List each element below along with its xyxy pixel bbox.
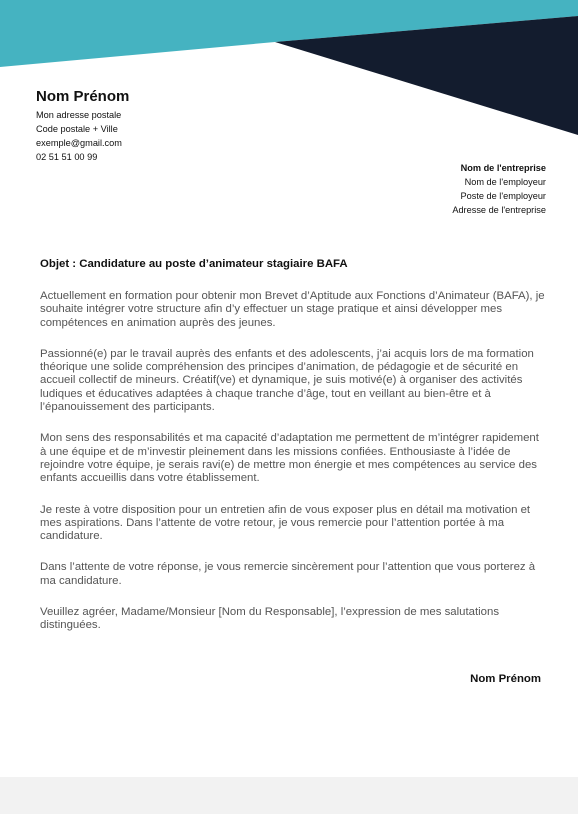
signature: Nom Prénom [470, 673, 541, 685]
body-paragraph: Je reste à votre disposition pour un entretien afin de vous exposer plus en détail ma motivation et mes aspirations. Dans l’attente de votre retour, je vous remercie pour l’attention portée à ma candidature. [40, 503, 531, 543]
sender-postal-city: Code postale + Ville [36, 124, 118, 134]
sender-email: exemple@gmail.com [36, 138, 122, 148]
recipient-employer-name: Nom de l'employeur [464, 177, 546, 187]
letter-body [40, 290, 545, 651]
letter-subject: Objet : Candidature au poste d’animateur stagiaire BAFA [40, 258, 348, 270]
body-paragraph: Mon sens des responsabilités et ma capacité d’adaptation me permettent de m’intégrer rapidement à une équipe et de m’investir pleinement dans les missions confiées. Enthousiaste à l’idée de rejoindre votre équipe, je serais ravi(e) de mettre mon énergie et mes compétences au service des enfants accueillis dans votre établissement. [40, 432, 539, 485]
recipient-employer-position: Poste de l'employeur [460, 191, 546, 201]
bottom-strip [0, 777, 578, 814]
body-paragraph: Passionné(e) par le travail auprès des enfants et des adolescents, j’ai acquis lors de ma formation théorique une solide compréhension des principes d’animation, de pédagogie et de sécurité en accueil collectif de mineurs. Créatif(ve) et dynamique, je suis motivé(e) à organiser des activités ludiques et éducatives adaptées à chaque tranche d’âge, tout en veillant au bien-être et à l’épanouissement des participants. [40, 347, 534, 414]
sender-phone: 02 51 51 00 99 [36, 152, 98, 162]
body-paragraph: Dans l’attente de votre réponse, je vous remercie sincèrement pour l’attention que vous porterez à ma candidature. [40, 561, 536, 587]
sender-address: Mon adresse postale [36, 110, 122, 120]
recipient-block [452, 161, 546, 217]
recipient-company-address: Adresse de l'entreprise [452, 205, 546, 215]
sender-block [36, 88, 129, 164]
sender-name: Nom Prénom [36, 88, 130, 105]
closing-paragraph: Veuillez agréer, Madame/Monsieur [Nom du Responsable], l’expression de mes salutations distinguées. [40, 606, 500, 632]
recipient-company: Nom de l'entreprise [460, 163, 546, 173]
body-paragraph: Actuellement en formation pour obtenir mon Brevet d’Aptitude aux Fonctions d’Animateur (BAFA), je souhaite intégrer votre structure afin d’y effectuer un stage pratique et ainsi développer mes compétences en animation auprès des jeunes. [40, 290, 545, 329]
